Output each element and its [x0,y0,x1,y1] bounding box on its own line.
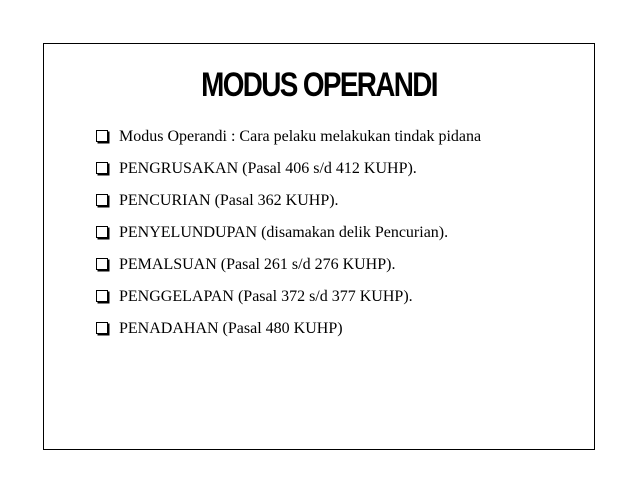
list-item [92,249,572,281]
square-bullet-icon [96,130,108,142]
square-bullet-icon [96,162,108,174]
list-item [92,185,572,217]
bullet-text: Modus Operandi : Cara pelaku melakukan tindak pidana [119,128,482,145]
list-item [92,121,499,153]
bullet-text: PENADAHAN (Pasal 480 KUHP) [119,320,343,337]
slide-title: MODUS OPERANDI [201,66,437,104]
list-item [92,313,572,345]
square-bullet-icon [96,226,108,238]
square-bullet-icon [96,258,108,270]
bullet-text: PENGRUSAKAN (Pasal 406 s/d 412 KUHP). [119,160,417,177]
bullet-text: PEMALSUAN (Pasal 261 s/d 276 KUHP). [119,256,396,273]
bullet-list [92,121,572,345]
slide-frame [43,43,595,450]
list-item [92,217,572,249]
bullet-text: PENCURIAN (Pasal 362 KUHP). [119,192,339,209]
square-bullet-icon [96,322,108,334]
list-item [92,281,572,313]
square-bullet-icon [96,194,108,206]
list-item [92,153,572,185]
square-bullet-icon [96,290,108,302]
bullet-text: PENGGELAPAN (Pasal 372 s/d 377 KUHP). [119,288,413,305]
bullet-text: PENYELUNDUPAN (disamakan delik Pencurian). [119,224,449,241]
